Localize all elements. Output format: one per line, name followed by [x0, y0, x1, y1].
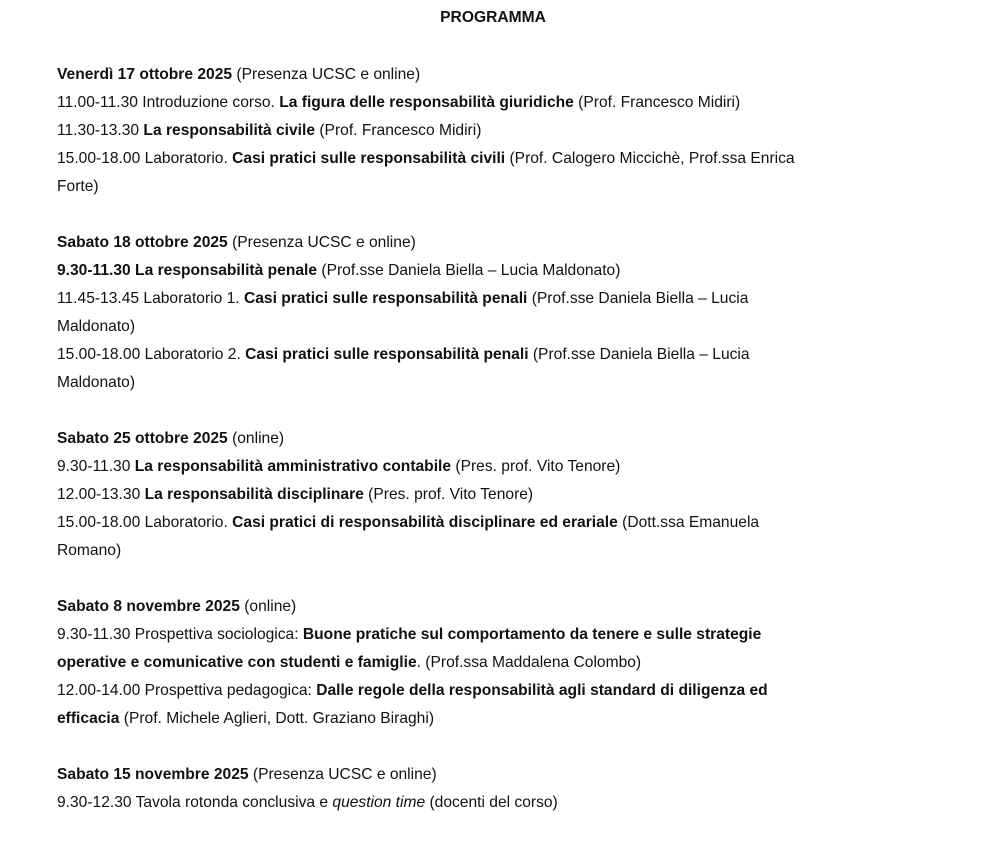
session-line — [57, 453, 957, 481]
bold-text: Casi pratici sulle responsabilità penali — [245, 346, 529, 363]
text: 9.30-12.30 Tavola rotonda conclusiva e — [57, 794, 333, 811]
bold-text: La responsabilità amministrativo contabile — [134, 458, 452, 475]
session-line — [57, 285, 957, 313]
text: 11.00-11.30 Introduzione corso. — [57, 94, 280, 111]
text: 9.30-11.30 Prospettiva sociologica: — [57, 626, 303, 643]
day-section — [57, 593, 957, 733]
bold-text: Casi pratici di responsabilità disciplinare ed erariale — [232, 514, 618, 531]
text: 15.00-18.00 Laboratorio 2. — [57, 346, 246, 363]
text: (online) — [227, 430, 285, 447]
bold-text: 9.30-11.30 — [57, 262, 136, 279]
bold-text: Dalle regole della responsabilità agli standard di diligenza ed — [316, 682, 768, 699]
session-line — [57, 89, 957, 117]
text: (Prof.sse Daniela Biella – Lucia — [528, 346, 750, 363]
text: (Pres. prof. Vito Tenore) — [451, 458, 621, 475]
text: (Prof.sse Daniela Biella – Lucia — [527, 290, 749, 307]
bold-text: operative e comunicative con studenti e famiglie — [57, 654, 417, 671]
text: 15.00-18.00 Laboratorio. — [57, 150, 233, 167]
session-line — [57, 705, 957, 733]
session-line — [57, 257, 957, 285]
session-line — [57, 509, 957, 537]
text: (Prof.sse Daniela Biella – Lucia Maldonato) — [317, 262, 621, 279]
bold-text: La responsabilità civile — [143, 122, 316, 139]
session-line — [57, 481, 957, 509]
day-section — [57, 229, 957, 397]
session-line — [57, 173, 957, 201]
day-heading — [57, 761, 957, 789]
text: (Presenza UCSC e online) — [227, 234, 416, 251]
text: . (Prof.ssa Maddalena Colombo) — [416, 654, 642, 671]
text: Romano) — [57, 542, 122, 559]
session-line — [57, 369, 957, 397]
text: 15.00-18.00 Laboratorio. — [57, 514, 233, 531]
day-heading — [57, 61, 957, 89]
bold-text: Casi pratici sulle responsabilità penali — [243, 290, 528, 307]
italic-text: question time — [332, 794, 426, 811]
text: 12.00-13.30 — [57, 486, 145, 503]
bold-text: Sabato 25 ottobre 2025 — [57, 430, 228, 447]
bold-text: La figura delle responsabilità giuridiche — [279, 94, 574, 111]
bold-text: Casi pratici sulle responsabilità civili — [232, 150, 506, 167]
session-line — [57, 621, 957, 649]
text: Forte) — [57, 178, 99, 195]
text: (Presenza UCSC e online) — [232, 66, 421, 83]
day-section — [57, 761, 957, 817]
bold-text: Buone pratiche sul comportamento da tenere e sulle strategie — [302, 626, 762, 643]
bold-text: La responsabilità penale — [135, 262, 318, 279]
session-line — [57, 341, 957, 369]
text: (Dott.ssa Emanuela — [617, 514, 760, 531]
session-line — [57, 677, 957, 705]
session-line — [57, 313, 957, 341]
text: (Prof. Michele Aglieri, Dott. Graziano Biraghi) — [119, 710, 435, 727]
text: (docenti del corso) — [425, 794, 558, 811]
day-heading — [57, 229, 957, 257]
text: Maldonato) — [57, 374, 136, 391]
day-section — [57, 425, 957, 565]
text: 11.30-13.30 — [57, 122, 144, 139]
bold-text: Sabato 8 novembre 2025 — [57, 598, 240, 615]
text: (Presenza UCSC e online) — [248, 766, 437, 783]
text: 9.30-11.30 — [57, 458, 135, 475]
day-heading — [57, 425, 957, 453]
text: 12.00-14.00 Prospettiva pedagogica: — [57, 682, 317, 699]
text: (Prof. Calogero Miccichè, Prof.ssa Enrica — [505, 150, 795, 167]
text: (online) — [239, 598, 297, 615]
bold-text: Sabato 15 novembre 2025 — [57, 766, 249, 783]
day-heading — [57, 593, 957, 621]
session-line — [57, 789, 957, 817]
session-line — [57, 117, 957, 145]
text: Maldonato) — [57, 318, 136, 335]
text: (Pres. prof. Vito Tenore) — [363, 486, 534, 503]
document-title: PROGRAMMA — [440, 9, 546, 26]
programme-content — [57, 61, 957, 845]
text: 11.45-13.45 Laboratorio 1. — [57, 290, 244, 307]
bold-text: Venerdì 17 ottobre 2025 — [57, 66, 233, 83]
bold-text: La responsabilità disciplinare — [144, 486, 364, 503]
session-line — [57, 649, 957, 677]
day-section — [57, 61, 957, 201]
session-line — [57, 145, 957, 173]
session-line — [57, 537, 957, 565]
text: (Prof. Francesco Midiri) — [573, 94, 741, 111]
bold-text: Sabato 18 ottobre 2025 — [57, 234, 228, 251]
bold-text: efficacia — [57, 710, 120, 727]
text: (Prof. Francesco Midiri) — [315, 122, 482, 139]
